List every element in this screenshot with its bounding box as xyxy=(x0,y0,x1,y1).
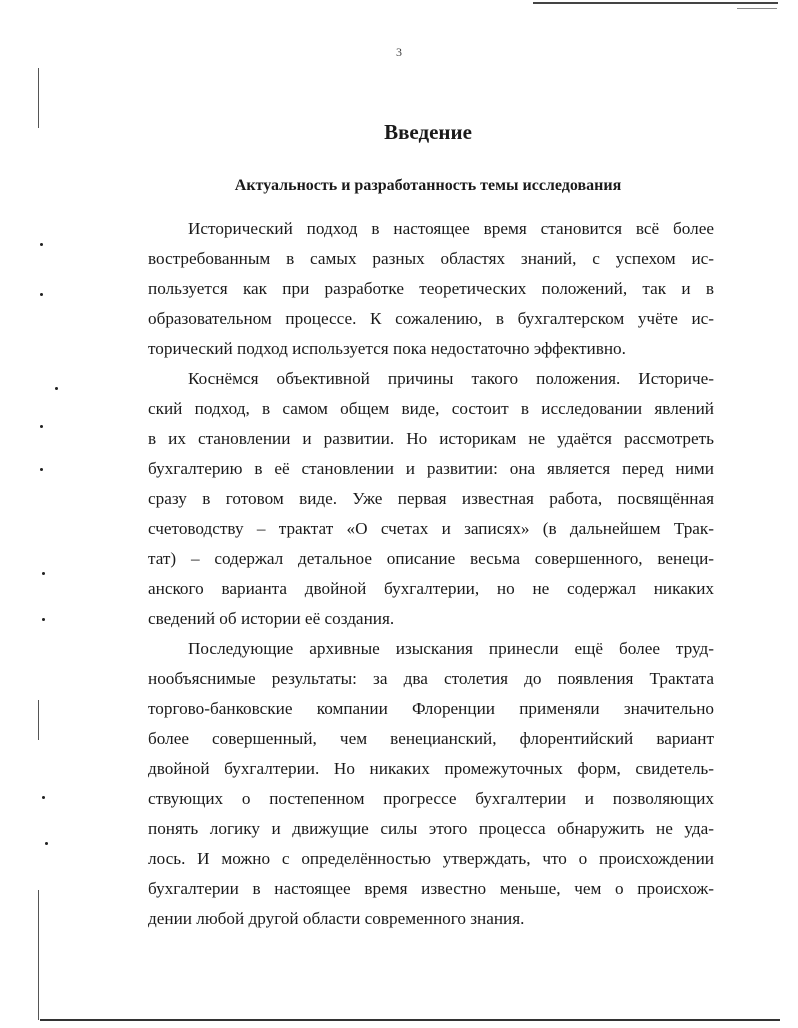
text-line: сведений об истории её создания. xyxy=(148,609,395,628)
section-subtitle: Актуальность и разработанность темы исследования xyxy=(234,177,622,194)
scan-speck xyxy=(40,425,43,428)
scan-edge-left xyxy=(38,700,39,740)
text-line: торический подход используется пока недостаточно эффективно. xyxy=(148,339,626,358)
text-line: нообъяснимые результаты: за два столетия до появления Трактата xyxy=(148,669,714,688)
text-line: Последующие архивные изыскания принесли ещё более труд- xyxy=(188,639,714,658)
scan-speck xyxy=(42,572,45,575)
text-line: счетоводству – трактат «О счетах и записях» (в дальнейшем Трак- xyxy=(148,519,714,538)
scan-speck xyxy=(40,468,43,471)
scan-speck xyxy=(45,842,48,845)
text-line: дении любой другой области современного знания. xyxy=(148,909,525,928)
scan-edge-left xyxy=(38,68,39,128)
text-line: ствующих о постепенном прогрессе бухгалтерии и позволяющих xyxy=(148,789,714,808)
text-line: бухгалтерию в её становлении и развитии: она является перед ними xyxy=(148,459,714,478)
text-line: пользуется как при разработке теоретических положений, так и в xyxy=(148,279,714,298)
scan-speck xyxy=(42,796,45,799)
text-line: двойной бухгалтерии. Но никаких промежуточных форм, свидетель- xyxy=(148,759,714,778)
page-number: 3 xyxy=(396,45,402,59)
scan-edge-top xyxy=(533,2,778,4)
scan-edge-top-right xyxy=(737,8,777,9)
text-line: ский подход, в самом общем виде, состоит в исследовании явлений xyxy=(148,399,714,418)
scan-speck xyxy=(40,243,43,246)
scan-speck xyxy=(40,293,43,296)
scan-speck xyxy=(55,387,58,390)
text-line: понять логику и движущие силы этого процесса обнаружить не уда- xyxy=(148,819,714,838)
text-line: лось. И можно с определённостью утверждать, что о происхождении xyxy=(148,849,714,868)
text-line: востребованным в самых разных областях знаний, с успехом ис- xyxy=(148,249,714,268)
text-line: Коснёмся объективной причины такого положения. Историче- xyxy=(188,369,714,388)
text-line: анского варианта двойной бухгалтерии, но не содержал никаких xyxy=(148,579,714,598)
text-line: сразу в готовом виде. Уже первая известная работа, посвящённая xyxy=(148,489,714,508)
scan-edge-bottom xyxy=(40,1019,780,1021)
scan-edge-left xyxy=(38,890,39,1020)
text-line: более совершенный, чем венецианский, флорентийский вариант xyxy=(148,729,714,748)
text-line: образовательном процессе. К сожалению, в бухгалтерском учёте ис- xyxy=(148,309,714,328)
scan-speck xyxy=(42,618,45,621)
page-title: Введение xyxy=(384,120,472,144)
text-line: бухгалтерии в настоящее время известно меньше, чем о происхож- xyxy=(148,879,714,898)
text-line: тат) – содержал детальное описание весьма совершенного, венеци- xyxy=(148,549,714,568)
text-line: Исторический подход в настоящее время становится всё более xyxy=(188,219,714,238)
text-line: торгово-банковские компании Флоренции применяли значительно xyxy=(148,699,714,718)
text-line: в их становлении и развитии. Но историкам не удаётся рассмотреть xyxy=(148,429,714,448)
